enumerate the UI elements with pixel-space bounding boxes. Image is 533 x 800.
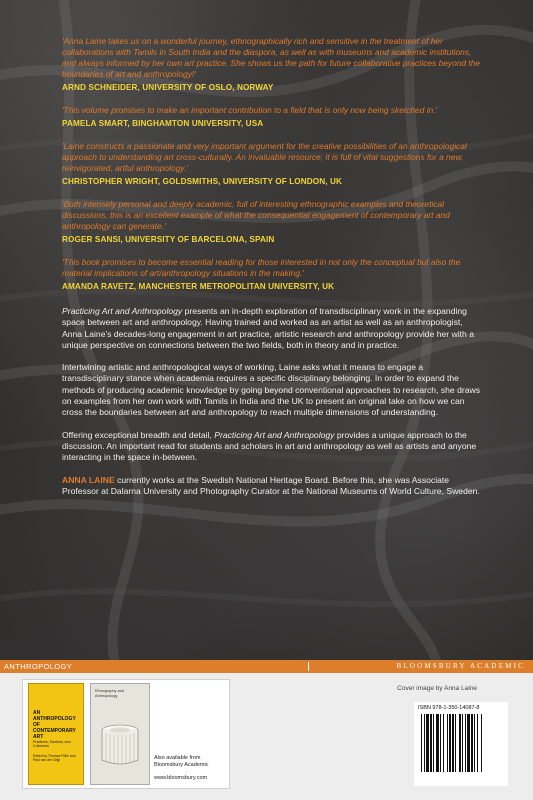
- band-divider: [308, 662, 309, 671]
- related-book-1-editors: Edited by Thomas Fillitz and Paul van der Grijp: [33, 754, 76, 763]
- barcode-bar: [433, 714, 434, 772]
- barcode-bar: [426, 714, 429, 772]
- main-text-block: [62, 36, 482, 508]
- endorsement-quote-1: 'Anna Laine takes us on a wonderful journey, ethnographically rich and sensitive in the treatment of her collaborations with Tamils in South India and the diaspora, as well as with museums and academic institutions, and always informed by her own art practice. She shows us the path for future collaborative practices beyond the boundaries of art and anthropology!': [62, 36, 481, 79]
- endorsement-quote-5: 'This book promises to become essential reading for those interested in not only the conceptual but also the material implications of art/anthropology situations in the making.': [62, 257, 461, 278]
- endorsement-attribution-4: ROGER SANSI, UNIVERSITY OF BARCELONA, SPAIN: [62, 235, 275, 244]
- barcode-bar: [424, 714, 425, 772]
- author-bio-text: currently works at the Swedish National Heritage Board. Before this, she was Associate Professor at Dalarna University and Photography Curator at the National Museums of World Culture, Sweden.: [62, 474, 480, 496]
- related-book-1-title: AN ANTHROPOLOGY OF CONTEMPORARY ART: [33, 710, 76, 740]
- endorsement-attribution-5: AMANDA RAVETZ, MANCHESTER METROPOLITAN UNIVERSITY, UK: [62, 282, 335, 291]
- barcode-bar: [443, 714, 444, 772]
- related-book-1-subtitle: Practices, Markets, and Collectors: [33, 740, 71, 749]
- barcode-bar: [421, 714, 422, 772]
- cover-image-credit: Cover image by Anna Laine: [397, 685, 477, 692]
- barcode-bar: [449, 714, 451, 772]
- author-bio: [62, 475, 482, 498]
- barcode-bar: [436, 714, 439, 772]
- publisher-label: BLOOMSBURY ACADEMIC: [396, 662, 525, 670]
- description-p3-end: provides a unique approach to the discussion. An important read for students and scholars in art and anthropology as well as artists and anyone interacting in the space in-between.: [62, 429, 477, 463]
- related-book-2-title: Ethnography and Anthropology: [95, 689, 124, 698]
- barcode-bars: [417, 714, 505, 780]
- barcode-bar: [477, 714, 478, 772]
- related-book-cover-2[interactable]: [90, 683, 150, 785]
- also-available-text: Also available from Bloomsbury Academic: [154, 755, 209, 768]
- barcode-bar: [471, 714, 473, 772]
- category-label: ANTHROPOLOGY: [4, 662, 73, 671]
- barcode-bar: [455, 714, 456, 772]
- description-p3-start: Offering exceptional breadth and detail,: [62, 429, 215, 440]
- description-paragraph-3: [62, 430, 482, 464]
- related-book-cover-1[interactable]: [28, 683, 84, 785]
- description-p1-text: presents an in-depth exploration of transdisciplinary work in the expanding space between art and anthropology. Having trained and worked as an artist as well as an anthropologist, Anna Laine's decades-long engagement in art practice, artistic research and anthropology provide her with a unique perspective on connections between the two fields, both in theory and in practice.: [62, 306, 475, 350]
- description-paragraph-2: Intertwining artistic and anthropological ways of working, Laine asks what it means to engage a transdisciplinary stance when academia requires a specific disciplinary belonging. In order to expand the methods of producing academic knowledge by going beyond conventional approaches to research, she draws on examples from her own work with Tamils in India and the UK to present an original take on how we can cross the boundaries between art and anthropology to reach multiple dimensions of understanding.: [62, 362, 481, 418]
- book-title-inline: Practicing Art and Anthropology: [62, 306, 183, 316]
- barcode-bar: [430, 714, 432, 772]
- isbn-barcode: [414, 702, 508, 786]
- barcode-bar: [447, 714, 448, 772]
- publisher-url-link[interactable]: www.bloomsbury.com: [154, 775, 208, 781]
- barcode-bar: [452, 714, 454, 772]
- barcode-bar: [440, 714, 441, 772]
- barcode-bar: [467, 714, 470, 772]
- endorsement-attribution-2: PAMELA SMART, BINGHAMTON UNIVERSITY, USA: [62, 119, 264, 128]
- endorsement-quote-2: 'This volume promises to make an important contribution to a field that is only now being sketched in.': [62, 105, 438, 115]
- paper-sculpture-image: [91, 684, 149, 784]
- barcode-bar: [462, 714, 463, 772]
- barcode-bar: [459, 714, 461, 772]
- endorsement-quote-3: 'Laine constructs a passionate and very important argument for the creative possibilities of an anthropological approach to understanding art cross-culturally. An invaluable resource, it is full of vital suggestions for a new, reinvigorated, artful anthropology.': [62, 141, 467, 173]
- barcode-bar: [465, 714, 466, 772]
- isbn-number: ISBN 978-1-350-14087-8: [418, 705, 480, 711]
- author-name: ANNA LAINE: [62, 474, 115, 485]
- barcode-bar: [474, 714, 475, 772]
- endorsement-attribution-1: ARND SCHNEIDER, UNIVERSITY OF OSLO, NORWAY: [62, 83, 274, 92]
- endorsement-attribution-3: CHRISTOPHER WRIGHT, GOLDSMITHS, UNIVERSITY OF LONDON, UK: [62, 177, 343, 186]
- barcode-bar: [481, 714, 482, 772]
- book-title-inline: Practicing Art and Anthropology: [214, 429, 335, 440]
- endorsement-quote-4: 'Both intensely personal and deeply academic, full of interesting ethnographic examples and theoretical discussions, this is an excellent example of what the consequential engagement of contemporary art and anthropology can generate.': [62, 199, 450, 231]
- description-paragraph-1: [62, 306, 482, 351]
